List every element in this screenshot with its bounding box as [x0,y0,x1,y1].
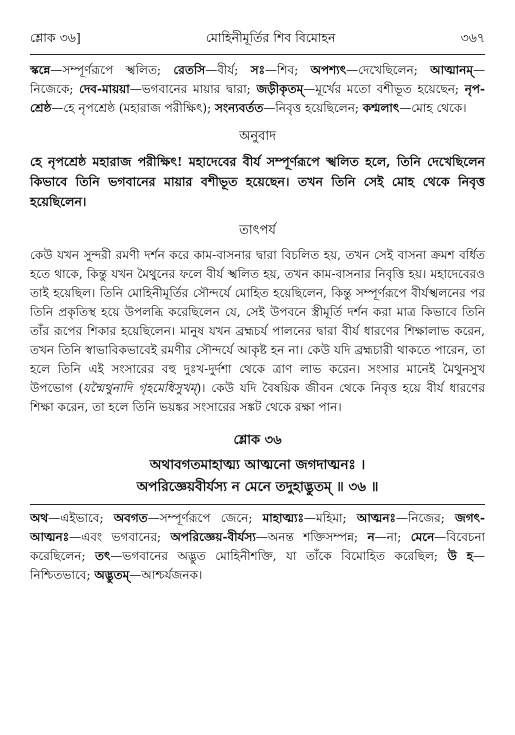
synonym-term: আত্মানম্ [430,63,473,77]
translation-heading: অনুবাদ [239,129,276,144]
page-header [30,30,485,55]
synonym-meaning: —অনন্ত শক্তিসম্পন্ন; [255,530,368,544]
synonym-term: সঃ [250,63,265,77]
synonym-meaning: —আশ্চর্যজনক। [129,568,203,582]
synonym-meaning: —এবং ভগবানের; [69,530,171,544]
synonym-meaning: —নিজের; [395,511,455,525]
synonym-meaning: —হে নৃপশ্রেষ্ঠ (মহারাজ পরীক্ষিৎ); [51,101,215,115]
synonym-meaning: —মোহ থেকে। [399,101,467,115]
header-chapter-title: মোহিনীমূর্তির শিব বিমোহন [205,30,336,45]
verse-heading: শ্লোক ৩৬ [233,433,282,448]
synonym-meaning: —না; [374,530,411,544]
synonym-meaning: —নিশ্চিতভাবে; [30,549,485,582]
header-page-number: ৩৬৭ [460,30,485,45]
purport-quote: যন্মৈথুনাদি গৃহমেধিসুখম্ [83,381,197,395]
synonym-term: সংন্যবর্তত [214,101,264,115]
synonyms-bottom [30,509,485,585]
synonym-term: জগৎ-আত্মনঃ [30,511,485,544]
synonym-term: রেতসি [173,63,206,77]
synonym-meaning: —মহিমা; [303,511,357,525]
synonym-term: অপশ্যৎ [310,63,347,77]
synonym-term: অবগত [113,511,148,525]
header-verse-ref: শ্লোক ৩৬] [30,30,81,45]
synonym-meaning: —বিবেচনা করেছিলেন; [30,530,486,563]
synonyms-top [30,61,485,118]
synonym-term: উ হ [447,549,473,563]
synonym-term: মেনে [410,530,435,544]
synonym-meaning: —এইভাবে; [48,511,114,525]
synonym-term: অদ্ভুতম্ [94,568,130,582]
synonym-term: মাহাত্ম্যঃ [262,511,304,525]
synonym-meaning: —বীর্য; [205,63,251,77]
synonym-meaning: —মূর্খের মতো বশীভূত হয়েছেন; [303,82,465,96]
synonym-term: আত্মনঃ [356,511,396,525]
purport-heading: তাৎপর্য [239,223,276,238]
synonym-term: তৎ [95,549,111,563]
purport-body: কেউ যখন সুন্দরী রমণী দর্শন করে কাম-বাসনার দ্বারা বিচলিত হয়, তখন সেই বাসনা ক্রমশ বর্ধিত হতে থাকে, কিন্তু যখন মৈথুনের ফলে বীর্য স্খলিত হয়, তখন কাম-বাসনার নিবৃত্তি হয়। মহাদেবেরও তাই হয়েছিল। তিনি মোহিনীমূর্তির সৌন্দর্যে মোহিত হয়েছিলেন, কিন্তু সম্পূর্ণরূপে বীর্যস্খলনের পর তিনি প্রকৃতিস্থ হয়ে উপলব্ধি করেছিলেন যে, সেই উপবনে স্ত্রীমূর্তি দর্শন করা মাত্র কিভাবে তিনি তাঁর রূপের শিকার হয়েছিলেন। মানুষ যখন ব্রহ্মচর্য পালনের দ্বারা বীর্য ধারণের শিক্ষালাভ করেন, তখন তিনি স্বাভাবিকভাবেই রমণীর সৌন্দর্যে আকৃষ্ট হন না। কেউ যদি ব্রহ্মচারী থাকতে পারেন, তা হলে তিনি এই সংসারের বহু দুঃখ-দুর্দশা থেকে ত্রাণ লাভ করেন। সংসার মানেই মৈথুনসুখ উপভোগ ( [30,248,485,395]
synonym-term: জড়ীকৃতম্ [256,82,304,96]
synonym-meaning: —নিবৃত্ত হয়েছিলেন; [263,101,363,115]
synonym-term: অপরিজ্ঞেয়-বীর্যস্য [170,530,256,544]
synonym-term: কশ্মলাৎ [362,101,400,115]
synonym-meaning: —সম্পূর্ণরূপে জেনে; [147,511,263,525]
synonym-meaning: —নিজেকে; [30,63,485,96]
synonym-meaning: —দেখেছিলেন; [346,63,431,77]
divider [30,504,485,505]
synonym-meaning: —ভগবানের অদ্ভুত মোহিনীশক্তি, যা তাঁকে বিমোহিত করেছিল; [110,549,448,563]
verse-line-1: অথাবগতমাহাত্ম্য আত্মনো জগদাত্মনঃ । [149,457,366,473]
synonym-meaning: —ভগবানের মায়ার দ্বারা; [129,82,257,96]
synonym-term: অথ [30,511,49,525]
purport-text [30,246,485,417]
book-page [30,30,485,585]
synonym-meaning: —শিব; [265,63,311,77]
purport-body-end: )। কেউ যদি বৈষয়িক জীবন থেকে নিবৃত্ত হয়ে বীর্য ধারণের শিক্ষা করেন, তা হলে তিনি ভয়ঙ্কর সংসারের সঙ্কট থেকে রক্ষা পান। [30,381,485,414]
synonym-meaning: —সম্পূর্ণরূপে স্খলিত; [50,63,174,77]
synonym-term: দেব-মায়য়া [79,82,130,96]
synonym-term: ন [367,530,375,544]
synonym-term: নৃপ-শ্রেষ্ঠ [30,82,485,115]
translation-text: হে নৃপশ্রেষ্ঠ মহারাজ পরীক্ষিৎ! মহাদেবের বীর্য সম্পূর্ণরূপে স্খলিত হলে, তিনি দেখেছিলেন কিভাবে তিনি ভগবানের মায়ার বশীভূত হয়েছেন। তখন তিনি সেই মোহ থেকে নিবৃত্ত হয়েছিলেন। [30,154,485,209]
synonym-term: স্কন্নে [30,63,51,77]
verse-line-2: অপরিজ্ঞেয়বীর্যস্য ন মেনে তদুহাদ্ভুতম্ ॥ ৩৬ ॥ [136,479,379,495]
